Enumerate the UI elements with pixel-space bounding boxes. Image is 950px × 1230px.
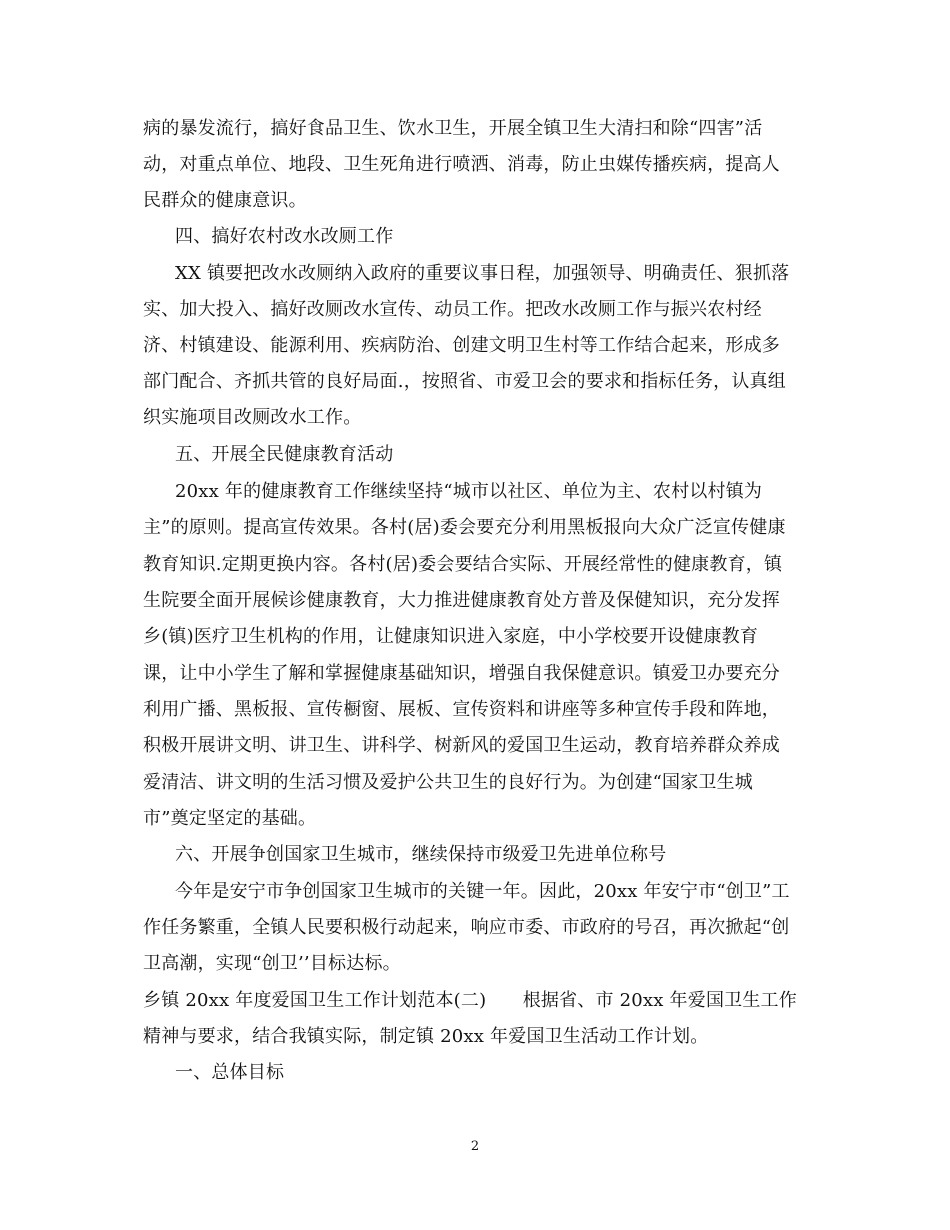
paragraph-line: 积极开展讲文明、讲卫生、讲科学、树新风的爱国卫生运动，教育培养群众养成 [143, 735, 780, 756]
section-heading: 四、搞好农村改水改厕工作 [175, 226, 394, 247]
page-number: 2 [470, 1139, 480, 1154]
paragraph-line: 民群众的健康意识。 [143, 190, 307, 211]
section-heading: 一、总体目标 [175, 1062, 285, 1083]
paragraph-line: 部门配合、齐抓共管的良好局面.，按照省、市爱卫会的要求和指标任务，认真组 [143, 371, 786, 392]
paragraph-line: 病的暴发流行，搞好食品卫生、饮水卫生，开展全镇卫生大清扫和除“四害”活 [143, 118, 763, 139]
section-heading: 五、开展全民健康教育活动 [175, 444, 394, 465]
paragraph-line: 课，让中小学生了解和掌握健康基础知识，增强自我保健意识。镇爱卫办要充分 [143, 663, 780, 684]
paragraph-line: 今年是安宁市争创国家卫生城市的关键一年。因此，20xx 年安宁市“创卫”工 [175, 881, 790, 902]
paragraph-line: 济、村镇建设、能源利用、疾病防治、创建文明卫生村等工作结合起来，形成多 [143, 335, 780, 356]
paragraph-line: XX 镇要把改水改厕纳入政府的重要议事日程，加强领导、明确责任、狠抓落 [175, 263, 790, 284]
paragraph-line: 乡(镇)医疗卫生机构的作用，让健康知识进入家庭，中小学校要开设健康教育 [143, 626, 759, 647]
paragraph-line: 动，对重点单位、地段、卫生死角进行喷洒、消毒，防止虫媒传播疾病，提高人 [143, 154, 780, 175]
paragraph-line: 利用广播、黑板报、宣传橱窗、展板、宣传资料和讲座等多种宣传手段和阵地， [143, 699, 780, 720]
paragraph-line: 生院要全面开展候诊健康教育，大力推进健康教育处方普及保健知识，充分发挥 [143, 590, 780, 611]
paragraph-line: 爱清洁、讲文明的生活习惯及爱护公共卫生的良好行为。为创建“国家卫生城 [143, 772, 753, 793]
section-heading: 六、开展争创国家卫生城市，继续保持市级爱卫先进单位称号 [175, 844, 667, 865]
paragraph-line: 精神与要求，结合我镇实际，制定镇 20xx 年爱国卫生活动工作计划。 [143, 1026, 709, 1047]
paragraph-line: 20xx 年的健康教育工作继续坚持“城市以社区、单位为主、农村以村镇为 [175, 481, 763, 502]
paragraph-line: 教育知识.定期更换内容。各村(居)委会要结合实际、开展经常性的健康教育，镇 [143, 554, 783, 575]
paragraph-line: 主”的原则。提高宣传效果。各村(居)委会要充分利用黑板报向大众广泛宣传健康 [143, 517, 786, 538]
paragraph-line: 织实施项目改厕改水工作。 [143, 407, 362, 428]
document-title-line: 乡镇 20xx 年度爱国卫生工作计划范本(二) 根据省、市 20xx 年爱国卫生工作 [143, 990, 797, 1011]
paragraph-line: 作任务繁重，全镇人民要积极行动起来，响应市委、市政府的号召，再次掀起“创 [143, 917, 790, 938]
paragraph-line: 实、加大投入、搞好改厕改水宣传、动员工作。把改水改厕工作与振兴农村经 [143, 299, 762, 320]
paragraph-line: 市”奠定坚定的基础。 [143, 808, 317, 829]
paragraph-line: 卫高潮，实现“创卫’’目标达标。 [143, 953, 401, 974]
